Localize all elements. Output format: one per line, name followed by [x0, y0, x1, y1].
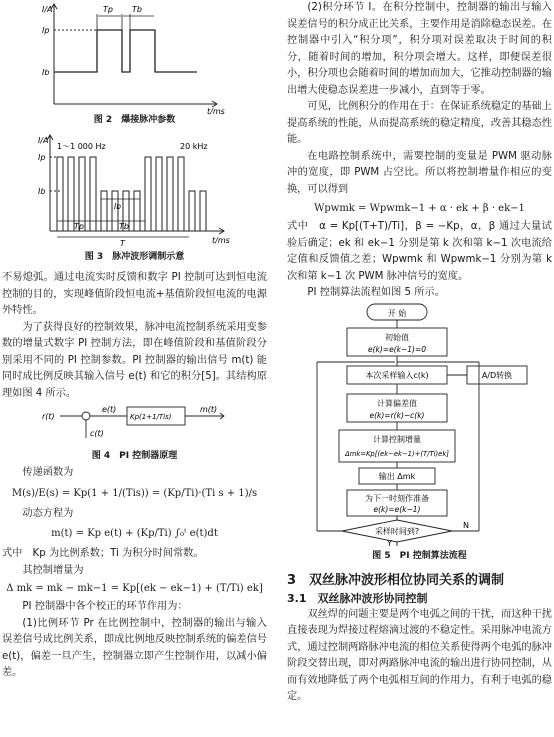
figure-3 [2, 131, 267, 247]
left-paragraph-3: 传递函数为 [22, 467, 74, 478]
flow-out-text: 输出 Δmk [378, 471, 416, 481]
equation-pwm: Wpwmk = Wpwmk−1 + α · ek + β · ek−1 [314, 203, 525, 214]
fig4-ct: c(t) [90, 429, 104, 438]
fig2-tb-label: Tb [132, 5, 142, 14]
flow-ad-text: A/D转换 [481, 370, 513, 380]
left-paragraph-2: 为了获得良好的控制效果，脉冲电流控制系统采用变参数的增量式数字 PI 控制方法，即在峰值阶段和基值阶段分别采用不同的 PI 控制参数。PI 控制器的输出信号 m(t) 能同时成比例反映其输入信号 e(t) 和它的积分[5]。其结构原理如图 4 所示。 [2, 321, 267, 399]
fig3-ip-label: Ip [38, 153, 46, 162]
fig2-caption: 图 2 爆接脉冲参数 [93, 115, 176, 125]
fig4-block-label: Kp(1+1/Tis) [130, 413, 172, 421]
flow-no-label: N [463, 520, 469, 530]
subsection-heading-3-1: 3.1 双丝脉冲波形协同控制 [287, 591, 428, 605]
equation-dynamic: m(t) = Kp e(t) + (Kp/Ti) ∫₀ᵗ e(t)dt [51, 528, 218, 539]
fig2-pulse-wave [54, 30, 197, 72]
left-paragraph-4: 动态方程为 [22, 507, 74, 519]
fig4-summing-junction [82, 412, 90, 420]
fig3-freq-low: 1～1 000 Hz [57, 142, 106, 151]
fig2-ip-label: Ip [42, 26, 50, 35]
figure-2 [2, 0, 267, 118]
figure-4 [2, 402, 267, 446]
right-column [287, 0, 552, 706]
flow-start-text: 开 始 [387, 308, 407, 318]
left-column [2, 0, 267, 682]
fig4-mt: m(t) [200, 405, 218, 414]
left-paragraph-1: 不易熄弧。通过电流实时反馈和数字 PI 控制可达到恒电流控制的目的，实现峰值阶段恒电流+基值阶段恒电流的电源外特性。 [2, 272, 267, 316]
flow-prep-text-2: e(k)=e(k−1) [373, 504, 421, 514]
left-paragraph-6: 其控制增量为 [22, 564, 84, 576]
fig3-ib-inner: Ib [114, 202, 121, 211]
flow-decision-text: 采样时间到? [374, 526, 420, 536]
fig4-et: e(t) [102, 405, 117, 414]
left-paragraph-7: PI 控制器中各个校正的环节作用为： [22, 601, 188, 612]
fig2-ib-label: Ib [42, 68, 50, 77]
fig3-freq-high: 20 kHz [180, 142, 208, 151]
flow-yes-label: Y [387, 538, 392, 546]
fig3-caption: 图 3 脉冲波形调制示意 [84, 252, 185, 262]
fig2-xlabel: t/ms [207, 107, 225, 116]
flow-dev-text-2: e(k)=r(k)−c(k) [369, 410, 425, 420]
left-paragraph-8: (1)比例环节 Pr 在比例控制中，控制器的输出与输入误差信号成比例关系，即成比例地反映控制系统的偏差信号 e(t)，偏差一旦产生，控制器立即产生控制作用，以减小偏差。 [2, 617, 267, 678]
right-paragraph-6: 双丝焊的问题主要是两个电弧之间的干扰，而这种干扰直接表现为焊接过程熔滴过渡的不稳定性。采用脉冲电流方式，通过控制两路脉冲电流的相位关系使得两个电弧的脉冲阶段交替出现，即对两路脉冲电流的输出进行协同控制，从而有效地降低了两个电弧相互间的作用力，有利于电弧的稳定。 [287, 608, 552, 702]
fig3-xlabel: t/ms [212, 236, 230, 245]
flow-inc-text-2: Δmk=Kp[(ek−ek−1)+(T/Ti)ek] [345, 449, 449, 458]
flow-prep-text-1: 为下一时刻作准备 [365, 493, 429, 503]
fig3-tb-label: Tb [119, 222, 129, 231]
fig3-ylabel: I/A [38, 136, 49, 145]
fig5-caption: 图 5 PI 控制算法流程 [372, 550, 467, 561]
flow-init-text-1: 初始值 [385, 332, 409, 342]
flow-inc-text-1: 计算控制增量 [373, 434, 421, 444]
section-heading-3: 3 双丝脉冲波形相位协同关系的调制 [287, 572, 505, 588]
right-paragraph-4: 式中 α = Kp[(T+T)/Ti]，β = −Kp，α，β 通过大量试验后确定；ek 和 ek−1 分别是第 k 次和第 k−1 次电流给定值和反馈值之差；Wpwmk 和 Wpwmk−1 分别为第 k 次和第 k−1 次 PWM 脉冲信号的宽度。 [287, 221, 552, 282]
fig3-t-label: T [120, 239, 125, 247]
fig3-tp-label: Tp [74, 222, 84, 231]
right-paragraph-5: PI 控制算法流程如图 5 所示。 [307, 287, 445, 298]
fig4-caption: 图 4 PI 控制器原理 [91, 451, 178, 461]
flow-sample-text: 本次采样输入c(k) [365, 370, 429, 380]
flow-dev-text-1: 计算偏差值 [377, 398, 417, 408]
figure-5 [287, 302, 552, 546]
right-paragraph-1: (2)积分环节 I。在积分控制中，控制器的输出与输入误差信号的积分成正比关系，主要作用是消除稳态误差。在控制器中引入“积分项”，积分项对误差取决于时间的积分，随着时间的增加，积分项会增大。这样，即便误差很小，积分项也会随着时间的增加而加大，它推动控制器的输出增大使稳态误差进一步减小，直到等于零。 [287, 2, 552, 96]
equation-increment: Δ mk = mk − mk−1 = Kp[(ek − ek−1) + (T/Ti) ek] [6, 583, 263, 594]
fig4-rt: r(t) [42, 412, 55, 421]
equation-transfer: M(s)/E(s) = Kp(1 + 1/(Tis)) = (Kp/Ti)·(Ti s + 1)/s [11, 487, 258, 499]
right-paragraph-2: 可见，比例积分的作用在于：在保证系统稳定的基础上提高系统的性能，从而提高系统的稳定精度，改善其稳态性能。 [287, 101, 552, 145]
flow-init-text-2: e(k)=e(k−1)=0 [367, 344, 427, 354]
fig3-ib-label: Ib [38, 187, 46, 196]
fig2-ylabel: I/A [42, 5, 53, 14]
left-paragraph-5: 式中 Kp 为比例系数；Ti 为积分时间常数。 [2, 548, 204, 559]
right-paragraph-3: 在电路控制系统中，需要控制的变量是 PWM 驱动脉冲的宽度，即 PWM 占空比。所以将控制增量作相应的变换，可以得到 [287, 150, 552, 195]
fig2-tp-label: Tp [103, 5, 113, 14]
